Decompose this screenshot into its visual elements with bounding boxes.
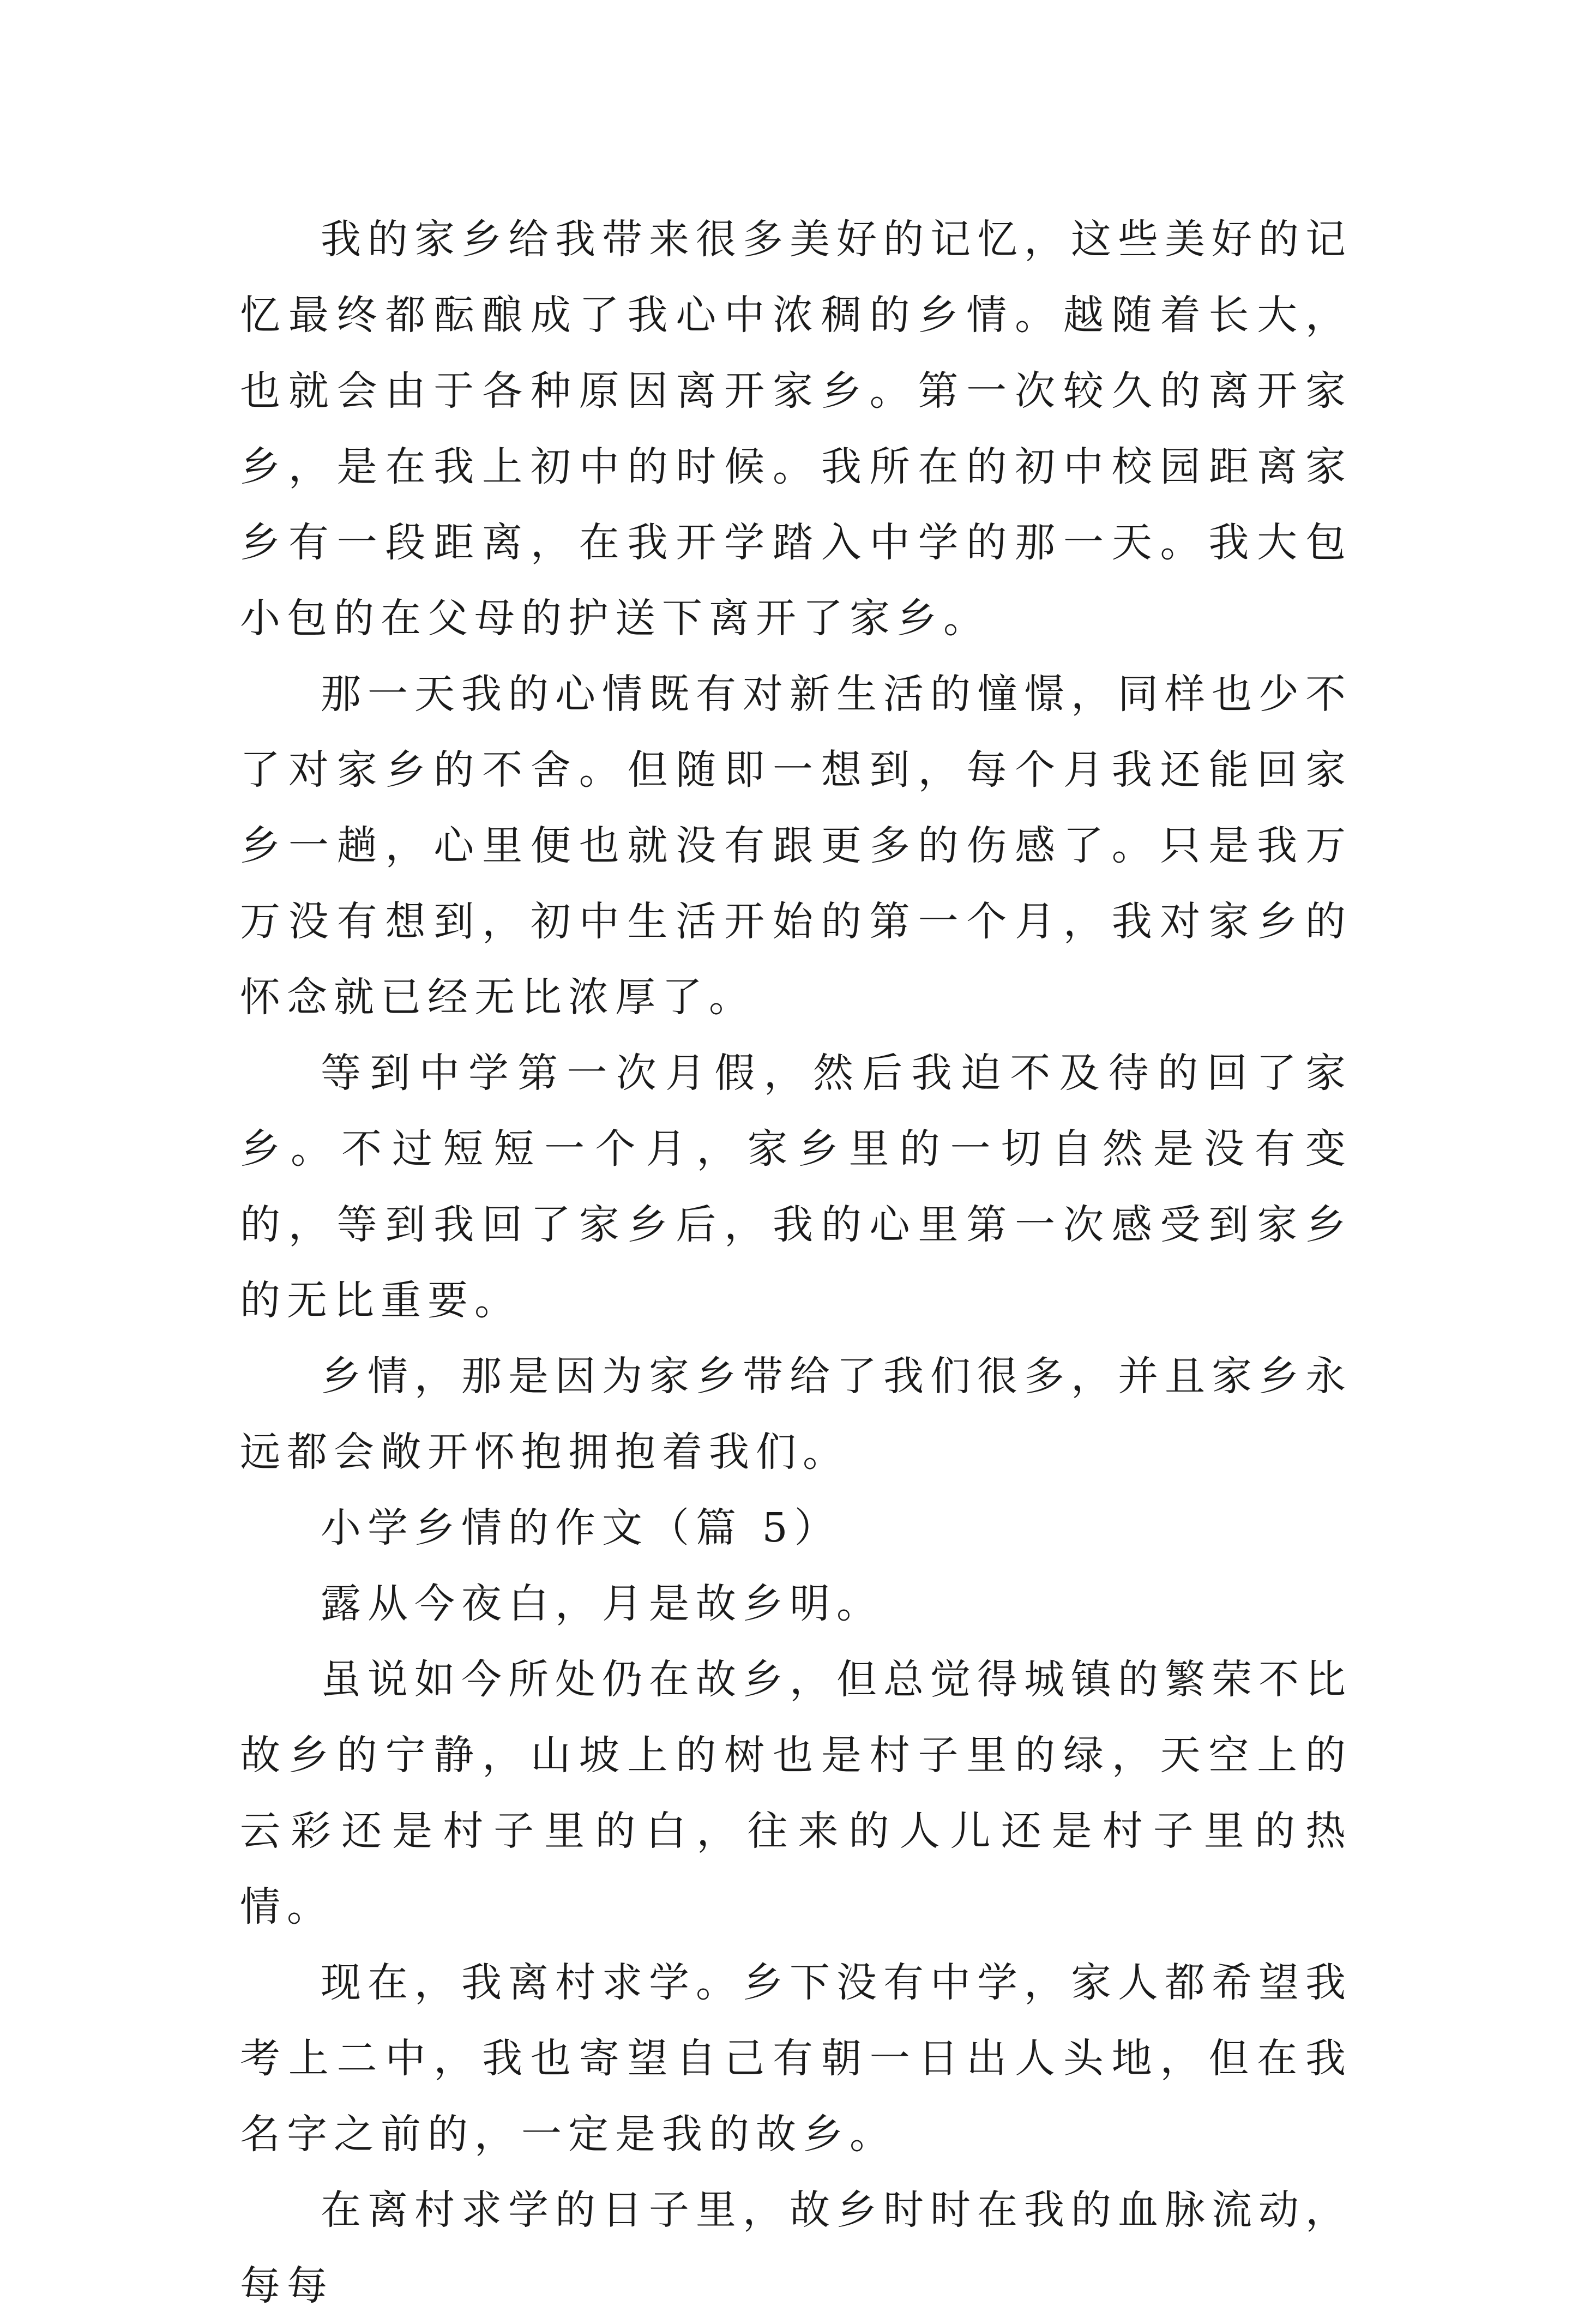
- paragraph-poem-line: 露从今夜白，月是故乡明。: [321, 1580, 883, 1627]
- paragraph-3: 等到中学第一次月假，然后我迫不及待的回了家乡。不过短短一个月，家乡里的一切自然是没有变的，等到我回了家乡后，我的心里第一次感受到家乡的无比重要。: [240, 1050, 1352, 1324]
- paragraph-6: 现在，我离村求学。乡下没有中学，家人都希望我考上二中，我也寄望自己有朝一日出人头地，但在我名字之前的，一定是我的故乡。: [240, 1959, 1352, 2158]
- paragraph-5: 虽说如今所处仍在故乡，但总觉得城镇的繁荣不比故乡的宁静，山坡上的树也是村子里的绿，天空上的云彩还是村子里的白，往来的人儿还是村子里的热情。: [240, 1656, 1352, 1930]
- essay-heading: 小学乡情的作文（篇 5）: [321, 1504, 841, 1551]
- paragraph-2: 那一天我的心情既有对新生活的憧憬，同样也少不了对家乡的不舍。但随即一想到，每个月我还能回家乡一趟，心里便也就没有跟更多的伤感了。只是我万万没有想到，初中生活开始的第一个月，我对家乡的怀念就已经无比浓厚了。: [240, 671, 1352, 1021]
- paragraph-1: 我的家乡给我带来很多美好的记忆，这些美好的记忆最终都酝酿成了我心中浓稠的乡情。越随着长大，也就会由于各种原因离开家乡。第一次较久的离开家乡，是在我上初中的时候。我所在的初中校园距离家乡有一段距离，在我开学踏入中学的那一天。我大包小包的在父母的护送下离开了家乡。: [240, 216, 1352, 642]
- paragraph-7: 在离村求学的日子里，故乡时时在我的血脉流动，每每: [240, 2187, 1352, 2309]
- document-body: [240, 202, 1352, 2324]
- paragraph-4: 乡情，那是因为家乡带给了我们很多，并且家乡永远都会敞开怀抱拥抱着我们。: [240, 1353, 1352, 1476]
